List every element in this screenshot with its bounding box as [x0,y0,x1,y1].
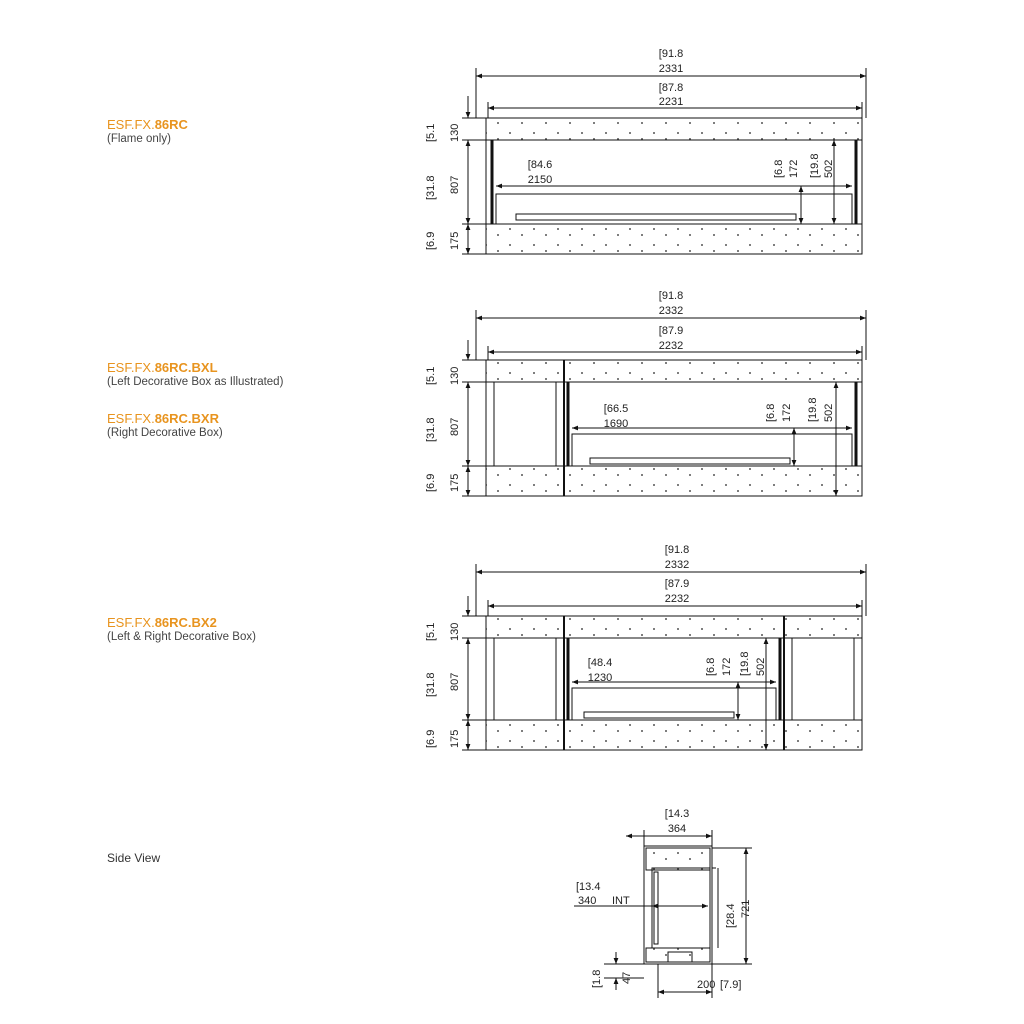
svg-text:[6.9: [6.9 [425,231,437,250]
model-code: ESF.FX.86RC [107,117,188,132]
svg-text:502: 502 [755,657,767,676]
svg-text:175: 175 [449,729,461,748]
bottom-band [486,720,862,750]
model-description: (Left Decorative Box as Illustrated) [107,376,284,388]
decorative-box-right [792,638,854,720]
svg-text:[7.9]: [7.9] [720,979,742,991]
svg-text:502: 502 [823,403,835,422]
burner [584,712,734,718]
svg-text:[87.9: [87.9 [658,325,684,337]
svg-text:172: 172 [781,403,793,422]
top-band [486,360,862,382]
svg-text:[5.1: [5.1 [425,366,437,385]
svg-text:[31.8: [31.8 [425,672,437,697]
svg-text:[6.8: [6.8 [705,657,717,676]
svg-text:[31.8: [31.8 [425,417,437,442]
decorative-box-left [494,638,556,720]
svg-text:2331: 2331 [658,63,684,75]
svg-text:INT: INT [612,895,630,907]
burner [590,458,790,464]
svg-text:[6.8: [6.8 [773,159,785,178]
svg-text:[66.5: [66.5 [603,403,629,415]
svg-text:[13.4: [13.4 [576,881,601,893]
svg-text:[48.4: [48.4 [587,657,613,669]
svg-text:2232: 2232 [658,340,684,352]
svg-text:2332: 2332 [658,305,684,317]
svg-text:502: 502 [823,159,835,178]
svg-text:1690: 1690 [603,418,629,430]
front-view-86rc-bx2 [462,564,866,750]
svg-text:[19.8: [19.8 [807,397,819,422]
svg-text:[28.4: [28.4 [725,903,737,928]
svg-text:[31.8: [31.8 [425,175,437,200]
svg-text:340: 340 [578,895,597,907]
svg-text:[19.8: [19.8 [739,651,751,676]
svg-text:[1.8: [1.8 [591,969,603,988]
firebox-outline [572,434,852,466]
svg-text:[91.8: [91.8 [658,48,684,60]
bottom-band [486,466,862,496]
svg-text:[91.8: [91.8 [664,544,690,556]
bottom-band [486,224,862,254]
svg-text:1230: 1230 [587,672,613,684]
svg-text:[14.3: [14.3 [664,808,690,820]
svg-text:[6.8: [6.8 [765,403,777,422]
svg-text:200: 200 [697,979,716,991]
model-description: (Right Decorative Box) [107,427,223,439]
svg-text:2150: 2150 [527,174,553,186]
svg-text:175: 175 [449,473,461,492]
svg-text:[5.1: [5.1 [425,622,437,641]
side-view-title: Side View [107,851,161,865]
svg-text:175: 175 [449,231,461,250]
svg-text:807: 807 [449,672,461,691]
model-code: ESF.FX.86RC.BXR [107,411,219,426]
svg-text:[87.9: [87.9 [664,578,690,590]
model-code: ESF.FX.86RC.BXL [107,360,218,375]
svg-text:2332: 2332 [664,559,690,571]
firebox-outline [572,688,776,720]
decorative-box-left [494,382,556,466]
svg-text:130: 130 [449,622,461,641]
svg-text:130: 130 [449,366,461,385]
model-description: (Left & Right Decorative Box) [107,631,256,643]
svg-text:[84.6: [84.6 [527,159,553,171]
svg-text:[19.8: [19.8 [809,153,821,178]
svg-text:807: 807 [449,417,461,436]
svg-text:2232: 2232 [664,593,690,605]
svg-text:[91.8: [91.8 [658,290,684,302]
svg-text:364: 364 [667,823,687,835]
svg-text:721: 721 [740,899,752,918]
front-view-86rc-bxl [462,310,866,496]
svg-text:[87.8: [87.8 [658,82,684,94]
svg-text:807: 807 [449,175,461,194]
model-description: (Flame only) [107,133,171,145]
svg-text:[5.1: [5.1 [425,123,437,142]
burner [516,214,796,220]
svg-text:130: 130 [449,123,461,142]
top-band [486,118,862,140]
svg-text:47: 47 [621,971,633,984]
top-band [486,616,862,638]
svg-text:172: 172 [721,657,733,676]
svg-text:172: 172 [788,159,800,178]
svg-text:[6.9: [6.9 [425,729,437,748]
svg-text:2231: 2231 [658,96,684,108]
svg-text:[6.9: [6.9 [425,473,437,492]
model-code: ESF.FX.86RC.BX2 [107,615,217,630]
